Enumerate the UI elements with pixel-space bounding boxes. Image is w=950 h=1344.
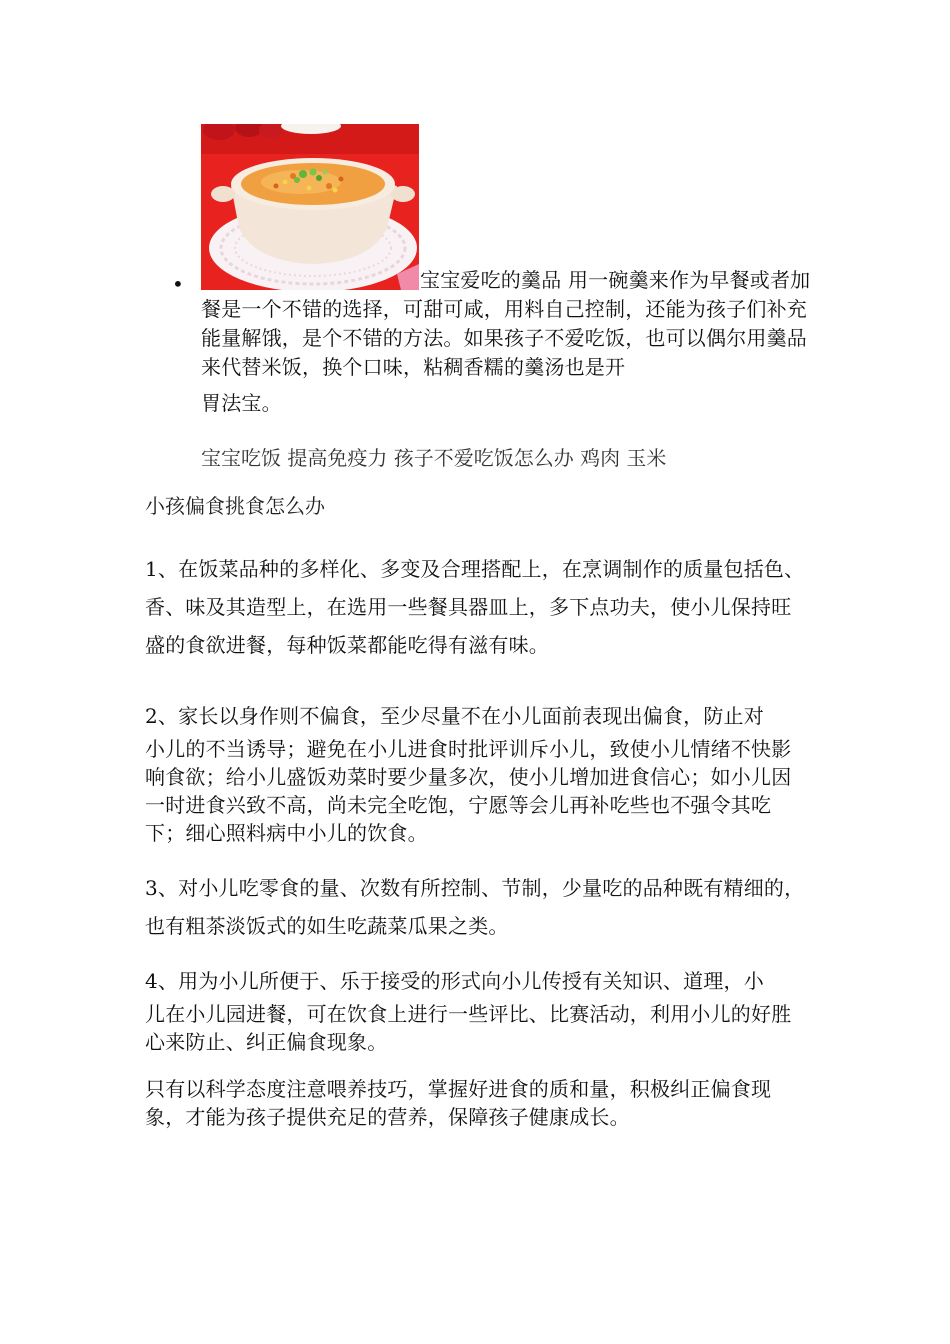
- bullet-dot: •: [172, 272, 184, 296]
- paragraph-2: [145, 697, 809, 847]
- paragraph-2-rest: 小儿的不当诱导；避免在小儿进食时批评训斥小儿，致使小儿情绪不快影响食欲；给小儿盛饭劝菜时要少量多次，使小儿增加进食信心；如小儿因一时进食兴致不高，尚未完全吃饱，宁愿等会儿再补吃些也不强令其吃下；细心照料病中小儿的饮食。: [145, 737, 792, 845]
- paragraph-5: 只有以科学态度注意喂养技巧，掌握好进食的质和量，积极纠正偏食现象，才能为孩子提供充足的营养，保障孩子健康成长。: [145, 1077, 772, 1129]
- image-spacer: [201, 286, 420, 287]
- tags-line: 宝宝吃饭 提高免疫力 孩子不爱吃饭怎么办 鸡肉 玉米: [201, 446, 667, 470]
- item-tail: 胃法宝。: [201, 391, 282, 415]
- paragraph-4-rest: 儿在小儿园进餐，可在饮食上进行一些评比、比赛活动，利用小儿的好胜心来防止、纠正偏食现象。: [145, 1002, 792, 1054]
- paragraph-1: 1、在饭菜品种的多样化、多变及合理搭配上，在烹调制作的质量包括色、香、味及其造型上，在选用一些餐具器皿上，多下点功夫，使小儿保持旺盛的食欲进餐，每种饭菜都能吃得有滋有味。: [145, 557, 805, 657]
- item-body: 用一碗羹来作为早餐或者加餐是一个不错的选择，可甜可咸，用料自己控制，还能为孩子们补充能量解饿，是个不错的方法。如果孩子不爱吃饭，也可以偶尔用羹品来代替米饭，换个口味，粘稠香糯的羹汤也是开: [201, 268, 811, 379]
- list-item-text: [201, 266, 813, 418]
- paragraph-3: 3、对小儿吃零食的量、次数有所控制、节制，少量吃的品种既有精细的，也有粗茶淡饭式的如生吃蔬菜瓜果之类。: [145, 876, 805, 938]
- paragraph-4-first-line: 4、用为小儿所便于、乐于接受的形式向小儿传授有关知识、道理，小: [145, 969, 764, 993]
- paragraph-4: [145, 962, 809, 1056]
- item-title: 宝宝爱吃的羹品: [420, 268, 562, 292]
- paragraph-2-first-line: 2、家长以身作则不偏食，至少尽量不在小儿面前表现出偏食，防止对: [145, 704, 764, 728]
- section-heading: 小孩偏食挑食怎么办: [145, 494, 325, 518]
